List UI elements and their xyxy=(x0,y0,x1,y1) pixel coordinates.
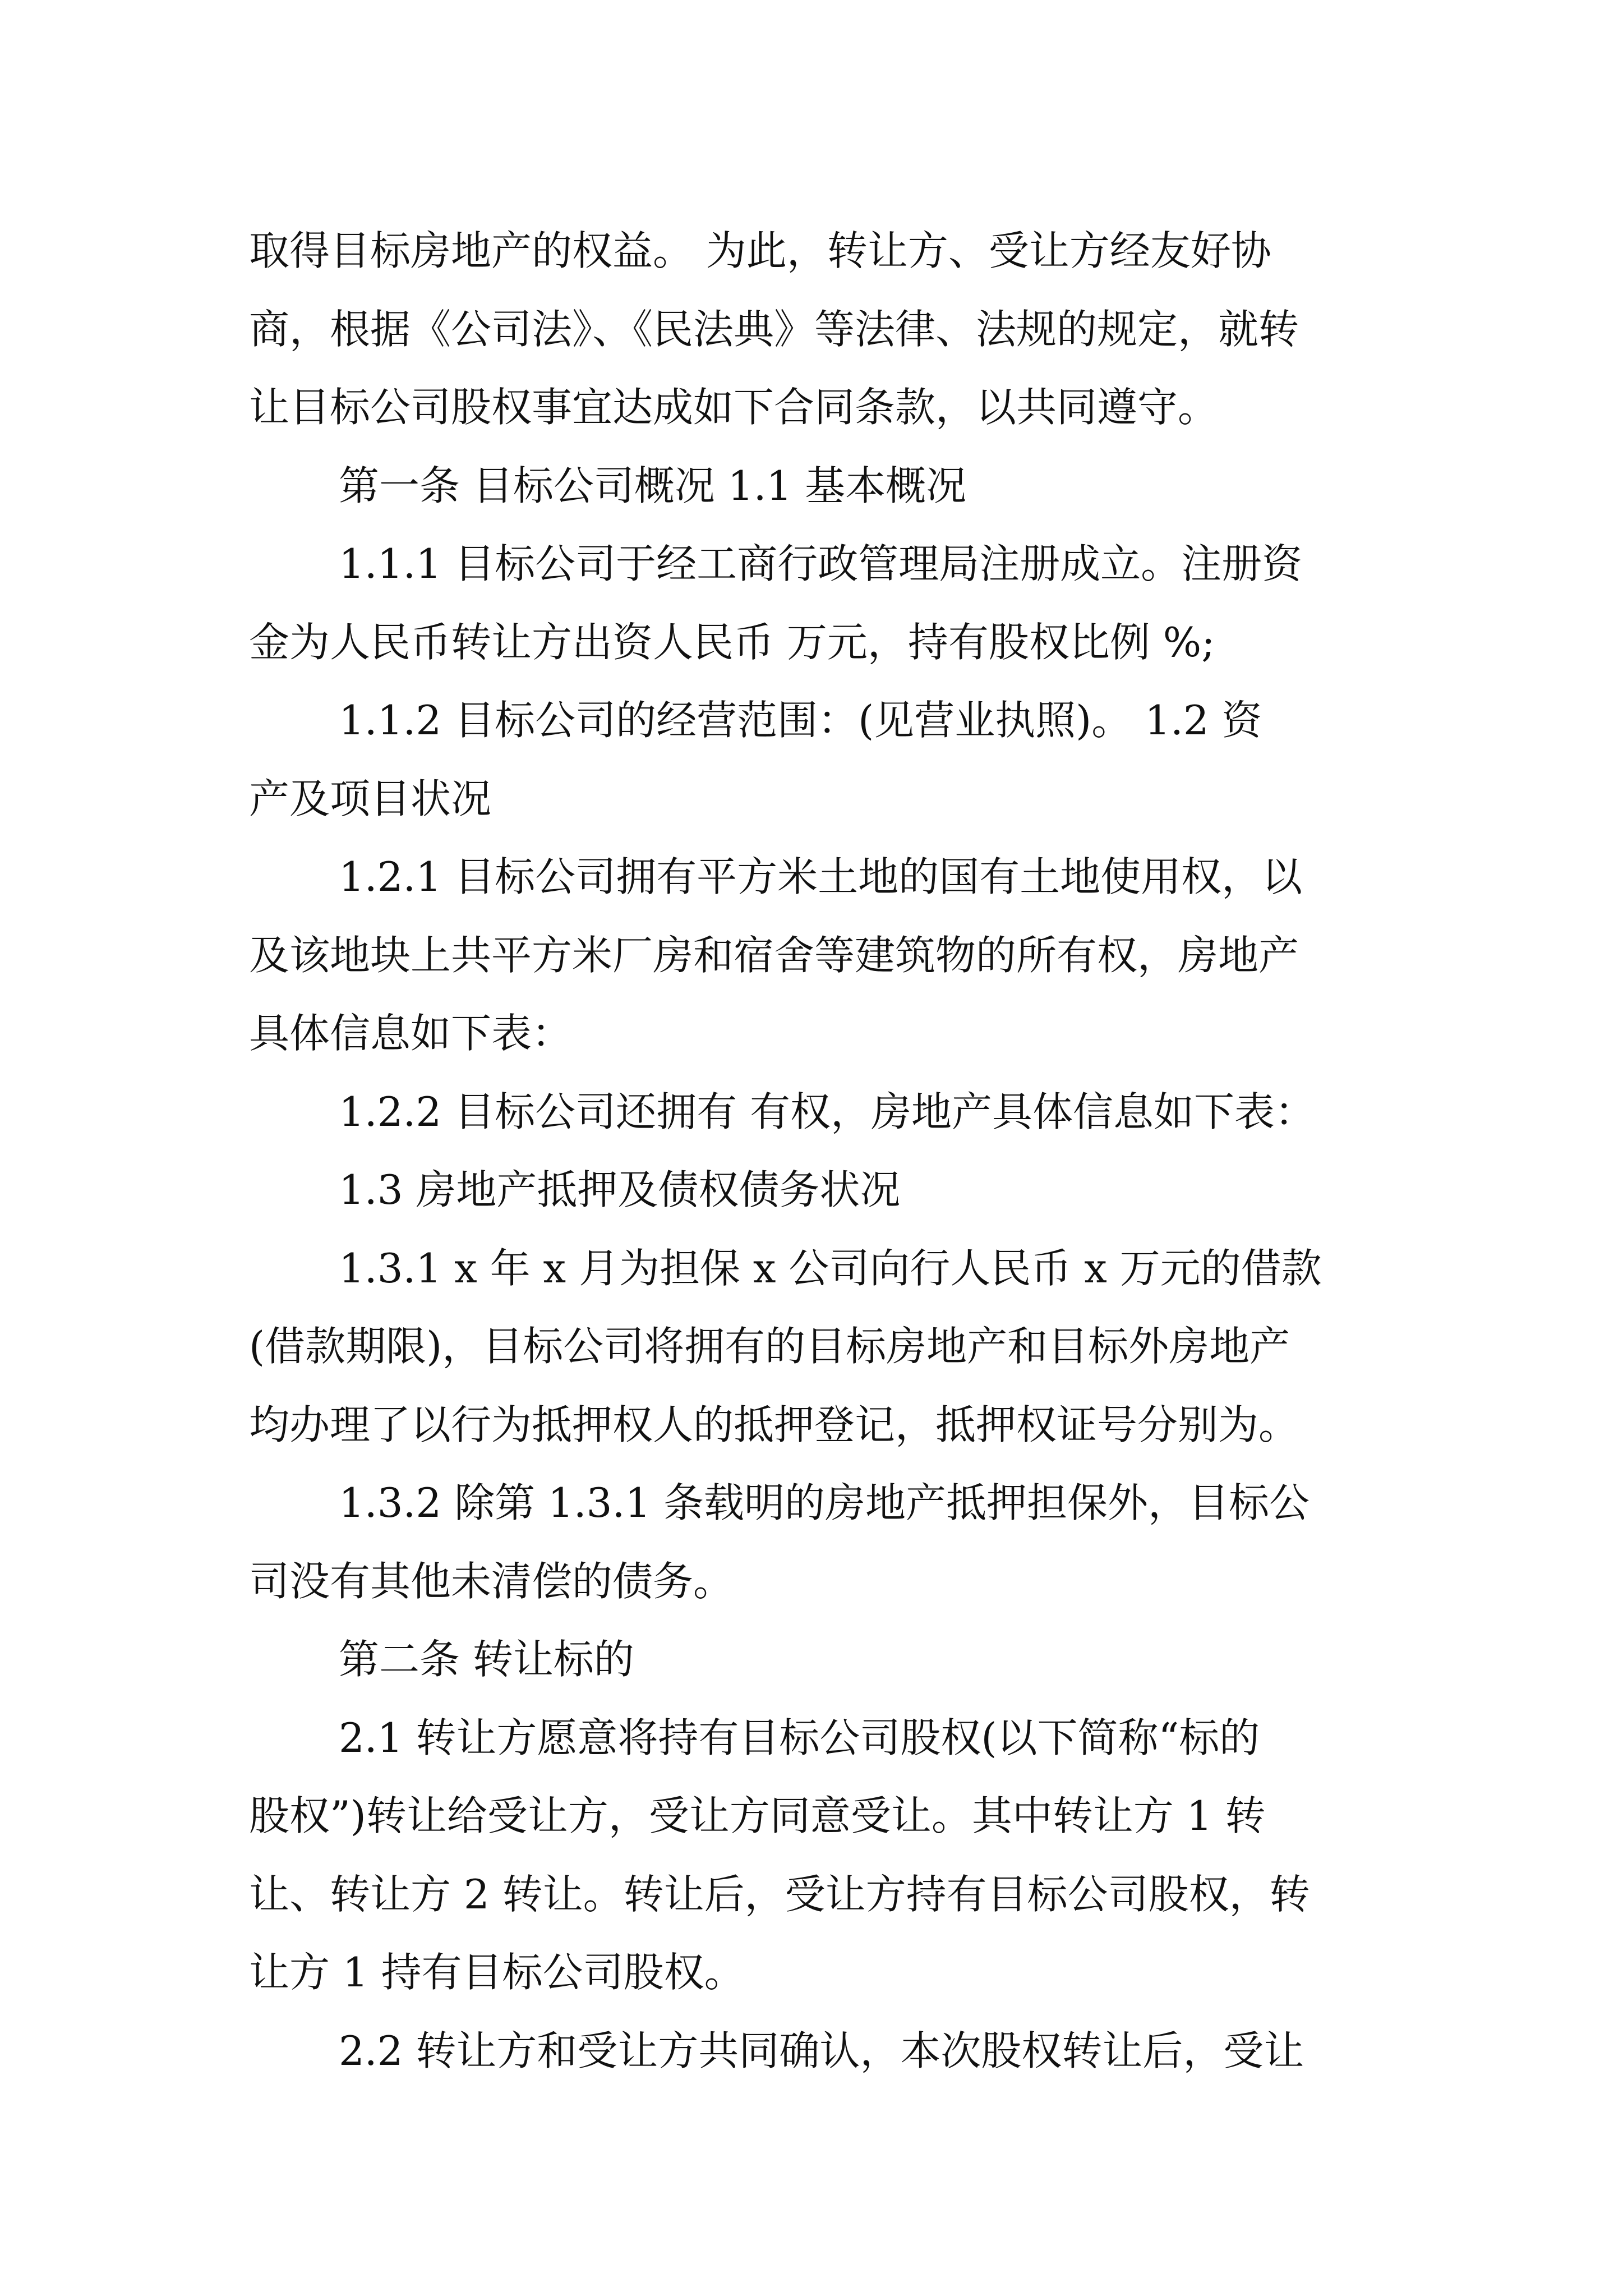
text-line: 1.1.1 目标公司于经工商行政管理局注册成立。注册资 xyxy=(339,540,1303,587)
text-line: 司没有其他未清偿的债务。 xyxy=(249,1557,734,1605)
text-line: 1.2.2 目标公司还拥有 有权，房地产具体信息如下表： xyxy=(339,1088,1315,1135)
text-line: 让目标公司股权事宜达成如下合同条款，以共同遵守。 xyxy=(249,384,1219,431)
text-line: 具体信息如下表： xyxy=(249,1010,573,1057)
text-line: 1.3.1 x 年 x 月为担保 x 公司向行人民币 x 万元的借款 xyxy=(339,1244,1322,1292)
contract-text xyxy=(249,212,1393,2090)
text-line: 1.3.2 除第 1.3.1 条载明的房地产抵押担保外，目标公 xyxy=(339,1479,1310,1526)
article-2-heading: 第二条 转让标的 xyxy=(339,1636,634,1683)
text-line: 让方 1 持有目标公司股权。 xyxy=(249,1949,745,1996)
article-1-heading: 第一条 目标公司概况 1.1 基本概况 xyxy=(339,462,967,509)
text-line: (借款期限)，目标公司将拥有的目标房地产和目标外房地产 xyxy=(249,1323,1290,1370)
text-line: 2.1 转让方愿意将持有目标公司股权(以下简称“标的 xyxy=(339,1714,1260,1761)
text-line: 股权”)转让给受让方，受让方同意受让。其中转让方 1 转 xyxy=(249,1792,1266,1839)
text-line: 商，根据《公司法》、《民法典》等法律、法规的规定，就转 xyxy=(249,305,1299,353)
text-line: 2.2 转让方和受让方共同确认，本次股权转让后，受让 xyxy=(339,2027,1304,2074)
text-line: 让、转让方 2 转让。转让后，受让方持有目标公司股权，转 xyxy=(249,1870,1310,1918)
text-line: 1.3 房地产抵押及债权债务状况 xyxy=(339,1166,901,1213)
text-line: 产及项目状况 xyxy=(249,775,492,822)
text-line: 及该地块上共平方米厂房和宿舍等建筑物的所有权，房地产 xyxy=(249,931,1299,979)
text-line: 均办理了以行为抵押权人的抵押登记，抵押权证号分别为。 xyxy=(249,1401,1299,1448)
text-line: 1.1.2 目标公司的经营范围：(见营业执照)。 1.2 资 xyxy=(339,697,1262,744)
text-line: 取得目标房地产的权益。 为此，转让方、受让方经友好协 xyxy=(249,227,1271,274)
text-line: 1.2.1 目标公司拥有平方米土地的国有土地使用权，以 xyxy=(339,853,1303,900)
text-line: 金为人民币转让方出资人民币 万元，持有股权比例 %; xyxy=(249,618,1215,666)
